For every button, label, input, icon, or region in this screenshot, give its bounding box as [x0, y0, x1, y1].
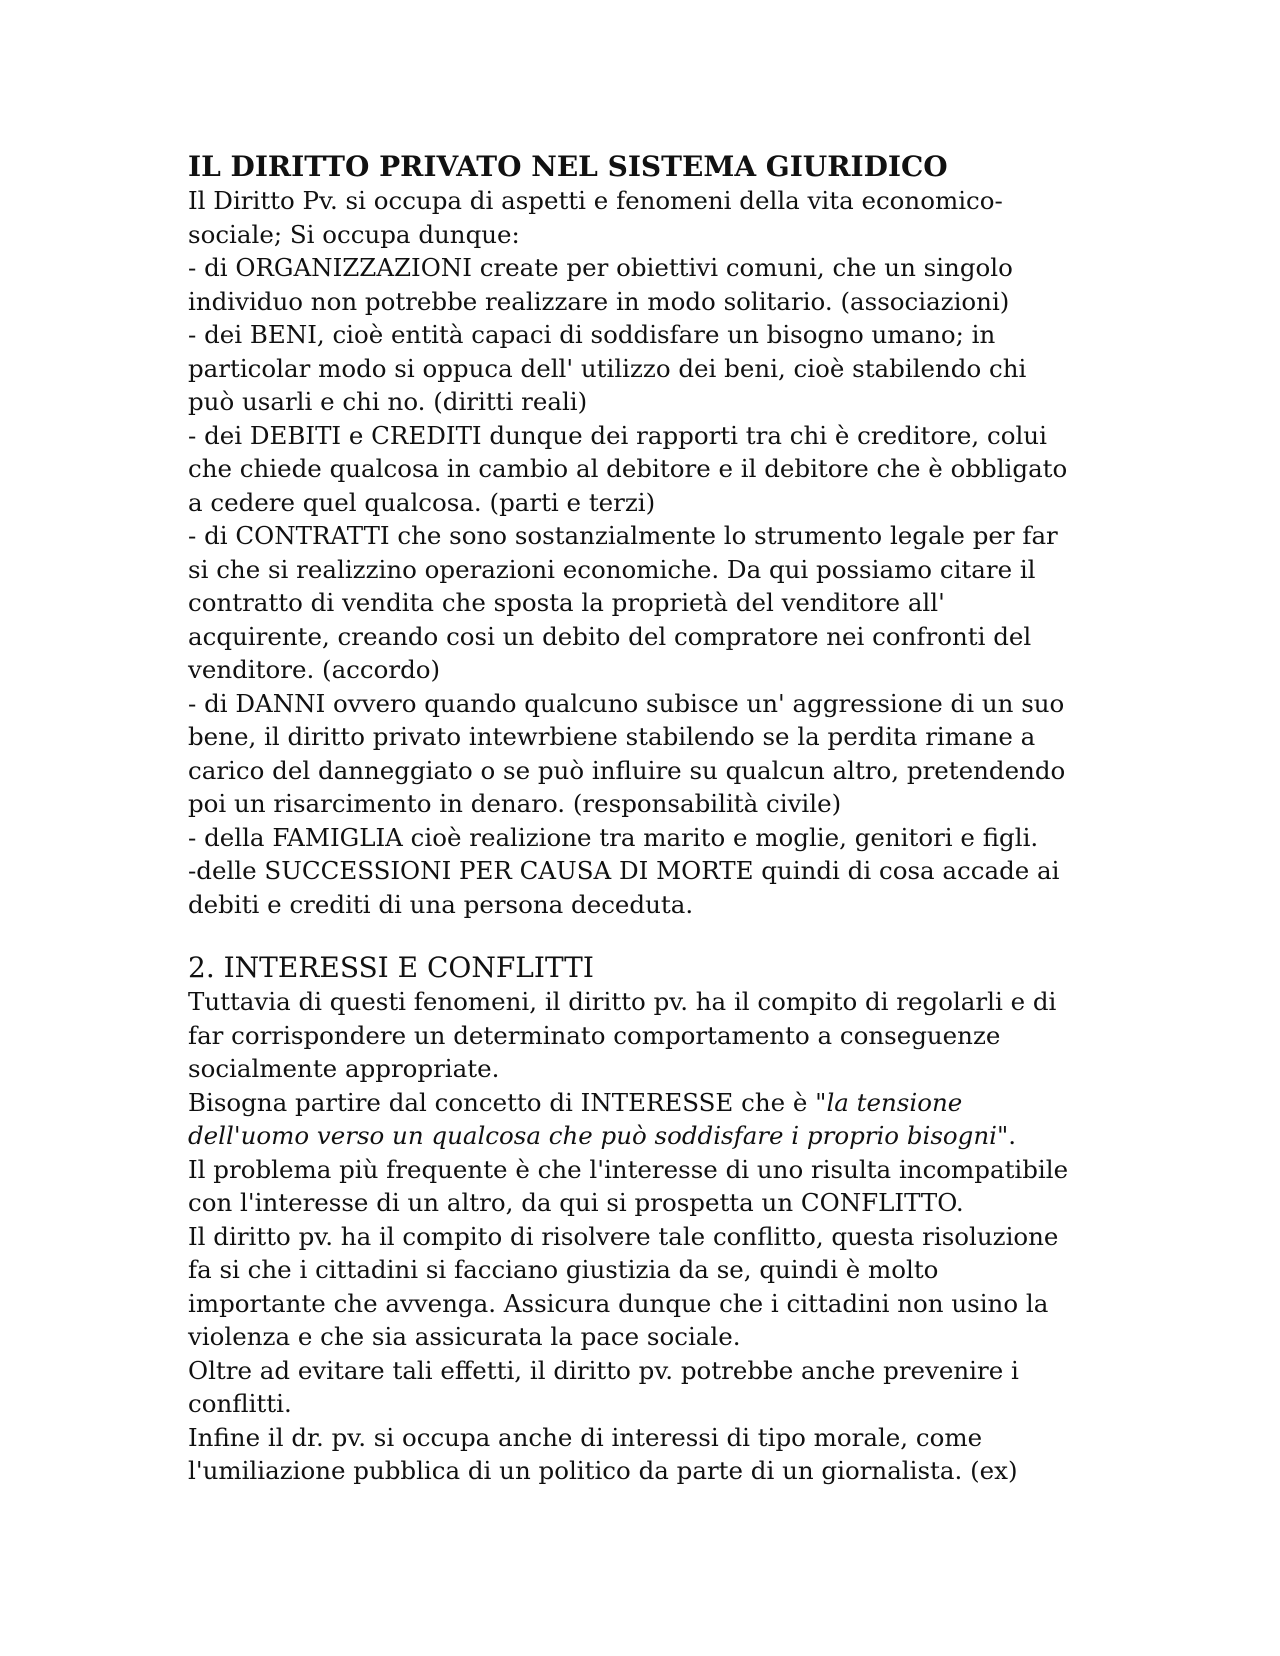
text-line: individuo non potrebbe realizzare in modo solitario. (associazioni): [188, 286, 1010, 316]
text-line: Il diritto pv. ha il compito di risolvere tale conflitto, questa risoluzione: [188, 1221, 1059, 1251]
text-line: può usarli e chi no. (diritti reali): [188, 387, 588, 416]
text-line: con l'interesse di un altro, da qui si prospetta un CONFLITTO.: [188, 1188, 964, 1217]
text-line: Il problema più frequente è che l'interesse di uno risulta incompatibile: [188, 1154, 1069, 1184]
text-line: si che si realizzino operazioni economiche. Da qui possiamo citare il: [188, 554, 1036, 584]
interest-definition-line-2: [188, 1119, 1198, 1153]
text-line: - di DANNI ovvero quando qualcuno subisce un' aggressione di un suo: [188, 688, 1065, 718]
text-line: socialmente appropriate.: [188, 1054, 500, 1083]
section-2-title: 2. INTERESSI E CONFLITTI: [188, 951, 594, 984]
text-line: conflitti.: [188, 1389, 292, 1418]
quote-suffix: ".: [996, 1121, 1017, 1150]
text-line: che chiede qualcosa in cambio al debitore e il debitore che è obbligato: [188, 454, 1068, 483]
text-line: Tuttavia di questi fenomeni, il diritto pv. ha il compito di regolarli e di: [188, 987, 1057, 1016]
text-line: acquirente, creando cosi un debito del compratore nei confronti del: [188, 621, 1032, 651]
section-spacer: [188, 921, 1198, 951]
section-1-body: [188, 184, 1198, 921]
section-1-title: IL DIRITTO PRIVATO NEL SISTEMA GIURIDICO: [188, 150, 948, 183]
text-line: Infine il dr. pv. si occupa anche di interessi di tipo morale, come: [188, 1422, 983, 1452]
quote-italic-1: la tensione: [826, 1087, 963, 1117]
text-line: - dei DEBITI e CREDITI dunque dei rapporti tra chi è creditore, colui: [188, 420, 1047, 450]
text-line: fa si che i cittadini si facciano giustizia da se, quindi è molto: [188, 1255, 939, 1284]
text-line: a cedere quel qualcosa. (parti e terzi): [188, 487, 656, 517]
quote-italic-2: dell'uomo verso un qualcosa che può soddisfare i proprio bisogni: [188, 1121, 997, 1150]
text-line: -delle SUCCESSIONI PER CAUSA DI MORTE quindi di cosa accade ai: [188, 856, 1060, 885]
text-line: particolar modo si oppuca dell' utilizzo dei beni, cioè stabilendo chi: [188, 353, 1027, 383]
text-line: l'umiliazione pubblica di un politico da parte di un giornalista. (ex): [188, 1456, 1018, 1485]
text-line: violenza e che sia assicurata la pace sociale.: [188, 1322, 741, 1351]
text-line: sociale; Si occupa dunque:: [188, 219, 520, 249]
text-line: - di CONTRATTI che sono sostanzialmente lo strumento legale per far: [188, 521, 1058, 550]
text-line: - dei BENI, cioè entità capaci di soddisfare un bisogno umano; in: [188, 320, 996, 349]
text-line: far corrispondere un determinato comportamento a conseguenze: [188, 1020, 1001, 1050]
text-line: venditore. (accordo): [188, 655, 441, 684]
section-2-body: [188, 985, 1198, 1488]
text-line: contratto di vendita che sposta la proprietà del venditore all': [188, 588, 945, 617]
document-page: [188, 150, 1198, 1488]
text-line: - della FAMIGLIA cioè realizione tra marito e moglie, genitori e figli.: [188, 822, 1039, 852]
text-line: Il Diritto Pv. si occupa di aspetti e fenomeni della vita economico-: [188, 186, 1003, 215]
text-line: carico del danneggiato o se può influire su qualcun altro, pretendendo: [188, 755, 1066, 785]
text-line: Oltre ad evitare tali effetti, il diritto pv. potrebbe anche prevenire i: [188, 1355, 1019, 1385]
text-line: - di ORGANIZZAZIONI create per obiettivi comuni, che un singolo: [188, 253, 1013, 282]
quote-prefix: Bisogna partire dal concetto di INTERESSE che è ": [188, 1087, 827, 1117]
text-line: poi un risarcimento in denaro. (responsabilità civile): [188, 789, 842, 818]
text-line: debiti e crediti di una persona deceduta.: [188, 889, 694, 919]
text-line: importante che avvenga. Assicura dunque che i cittadini non usino la: [188, 1288, 1049, 1318]
text-line: bene, il diritto privato intewrbiene stabilendo se la perdita rimane a: [188, 722, 1036, 751]
interest-definition-line-1: [188, 1086, 1198, 1120]
